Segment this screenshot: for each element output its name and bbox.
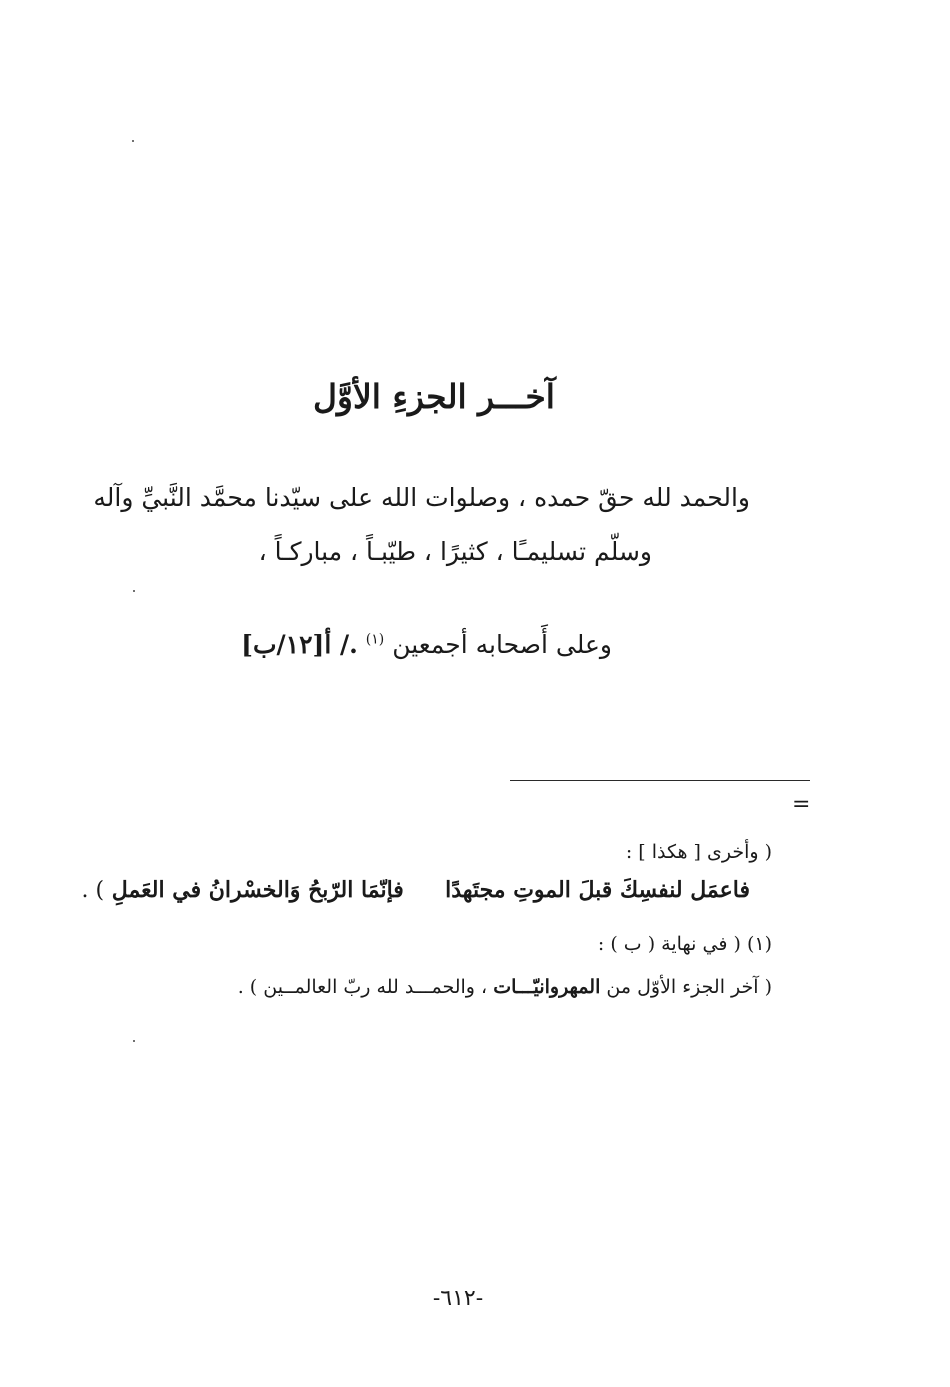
footnote-line-other-copy: ( وأخرى [ هكذا ] : — [625, 841, 772, 863]
footnote-1-text: ( في نهاية ( ب ) : — [597, 933, 741, 955]
section-heading: آخـــر الجزءِ الأوَّل — [313, 377, 555, 416]
colophon-title: المهروانيّـــات — [493, 976, 601, 998]
closing-text-companions: وعلى أَصحابه أجمعين — [392, 630, 612, 659]
footnote-marker: (١) — [365, 631, 385, 648]
verse-first-hemistich: فاعمَل لنفسِكَ قبلَ الموتِ مجتَهدًا — [445, 877, 750, 903]
closing-text-line-3 — [241, 625, 612, 665]
page-number: -٦١٢- — [432, 1286, 484, 1311]
closing-text-line-2: وسلّم تسليمـًا ، كثيرًا ، طيّبـاً ، مباركـاً ، — [258, 537, 652, 566]
closing-text-line-1: والحمد لله حقّ حمده ، وصلوات الله على سيّدنا محمَّد النَّبيِّ وآله — [93, 483, 750, 512]
footnote-continuation-mark: = — [792, 792, 811, 817]
verse-end: ) . — [81, 878, 105, 903]
scan-speck — [132, 140, 134, 142]
footnote-number: (١) — [746, 933, 772, 955]
footnote-verse — [82, 872, 750, 909]
scan-speck — [133, 1040, 135, 1042]
colophon-rest: ، والحمـــد لله ربّ العالمــين ) . — [237, 976, 488, 998]
footnote-separator — [510, 780, 810, 781]
colophon-text: ( آخر الجزء الأوّل من — [606, 976, 772, 998]
footnote-line-colophon — [238, 971, 772, 1003]
footnote-line-1 — [598, 928, 772, 960]
verse-second-hemistich: فإنّمَا الرّبحُ وَالخسْرانُ في العَملِ — [111, 877, 404, 903]
scan-speck — [133, 590, 135, 592]
folio-reference: ./ أ[١٢/ب] — [241, 630, 358, 659]
